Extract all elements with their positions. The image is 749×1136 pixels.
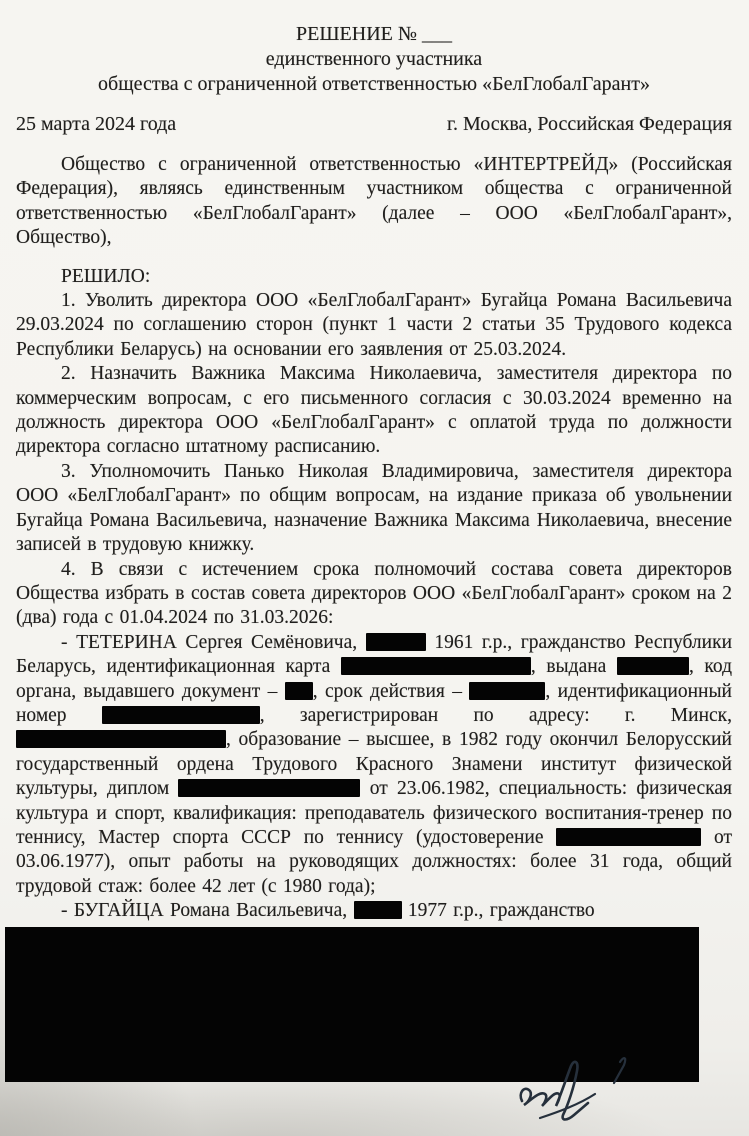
redaction-bar: [102, 706, 260, 724]
signature-mark: [500, 1049, 650, 1134]
document-date: 25 марта 2024 года: [16, 113, 177, 135]
resolved-heading: РЕШИЛО:: [61, 265, 151, 287]
document-body: [16, 153, 732, 924]
redaction-bar: [366, 633, 426, 651]
item-2-appointment: 2. Назначить Важника Максима Николаевича, заместителя директора по коммерческим вопросам, с его письменного согласия с 30.03.2024 временно на должность директора ООО «БелГлобалГарант» с оплатой труда по должности директора согласно штатному расписанию.: [16, 363, 732, 458]
item-4-board-election: 4. В связи с истечением срока полномочий состава совета директоров Общества избрать в состав совета директоров ООО «БелГлобалГарант» сроком на 2 (два) года с 01.04.2024 по 31.03.2026:: [16, 558, 732, 629]
redaction-bar: [16, 730, 226, 748]
date-place-row: [16, 112, 732, 137]
redaction-bar: [469, 682, 545, 700]
redaction-bar: [617, 657, 689, 675]
redaction-bar: [285, 682, 313, 700]
item-1-dismissal: 1. Уволить директора ООО «БелГлобалГарант» Бугайца Романа Васильевича 29.03.2024 по соглашению сторон (пункт 1 части 2 статьи 35 Трудового кодекса Республики Беларусь) на основании его заявления от 25.03.2024.: [16, 290, 732, 360]
redaction-bar: [341, 657, 531, 675]
redaction-bar: [178, 779, 360, 797]
board-member-teterin: - ТЕТЕРИНА Сергея Семёновича, 1961 г.р., гражданство Республики Беларусь, идентификационная карта , выдана , код органа, выдавшего документ – , срок действия – , идентификационный номер , зарегистрирован по адресу: г. Минск, , образование – высшее, в 1982 году окончил Белорусский государственный ордена Трудового Красного Знамени институт физической культуры, диплом от 23.06.1982, специальность: физическая культура и спорт, квалификация: преподаватель физического воспитания-тренер по теннису, Мастер спорта СССР по теннису (удостоверение от 03.06.1977), опыт работы на руководящих должностях: более 31 года, общий трудовой стаж: более 42 лет (с 1980 года);: [16, 631, 733, 897]
item-3-authorization: 3. Уполномочить Панько Николая Владимировича, заместителя директора ООО «БелГлобалГарант» по общим вопросам, на издание приказа об увольнении Бугайца Романа Васильевича, назначение Важника Максима Николаевича, внесение записей в трудовую книжку.: [16, 460, 732, 556]
document-place: г. Москва, Российская Федерация: [447, 113, 732, 135]
preamble-paragraph: Общество с ограниченной ответственностью «ИНТЕРТРЕЙД» (Российская Федерация), являясь единственным участником общества с ограниченной ответственностью «БелГлобалГарант» (далее – ООО «БелГлобалГарант», Общество),: [16, 154, 732, 249]
doc-title-line-2: единственного участника: [265, 48, 483, 70]
doc-title-line-1: РЕШЕНИЕ № ___: [296, 23, 452, 45]
redaction-bar: [556, 828, 701, 846]
redaction-bar: [354, 901, 402, 919]
doc-title-line-3: общества с ограниченной ответственностью «БелГлобалГарант»: [98, 73, 650, 95]
document-title: [16, 22, 732, 97]
board-member-bugayets: - БУГАЙЦА Романа Васильевича, 1977 г.р., гражданство: [61, 900, 595, 922]
